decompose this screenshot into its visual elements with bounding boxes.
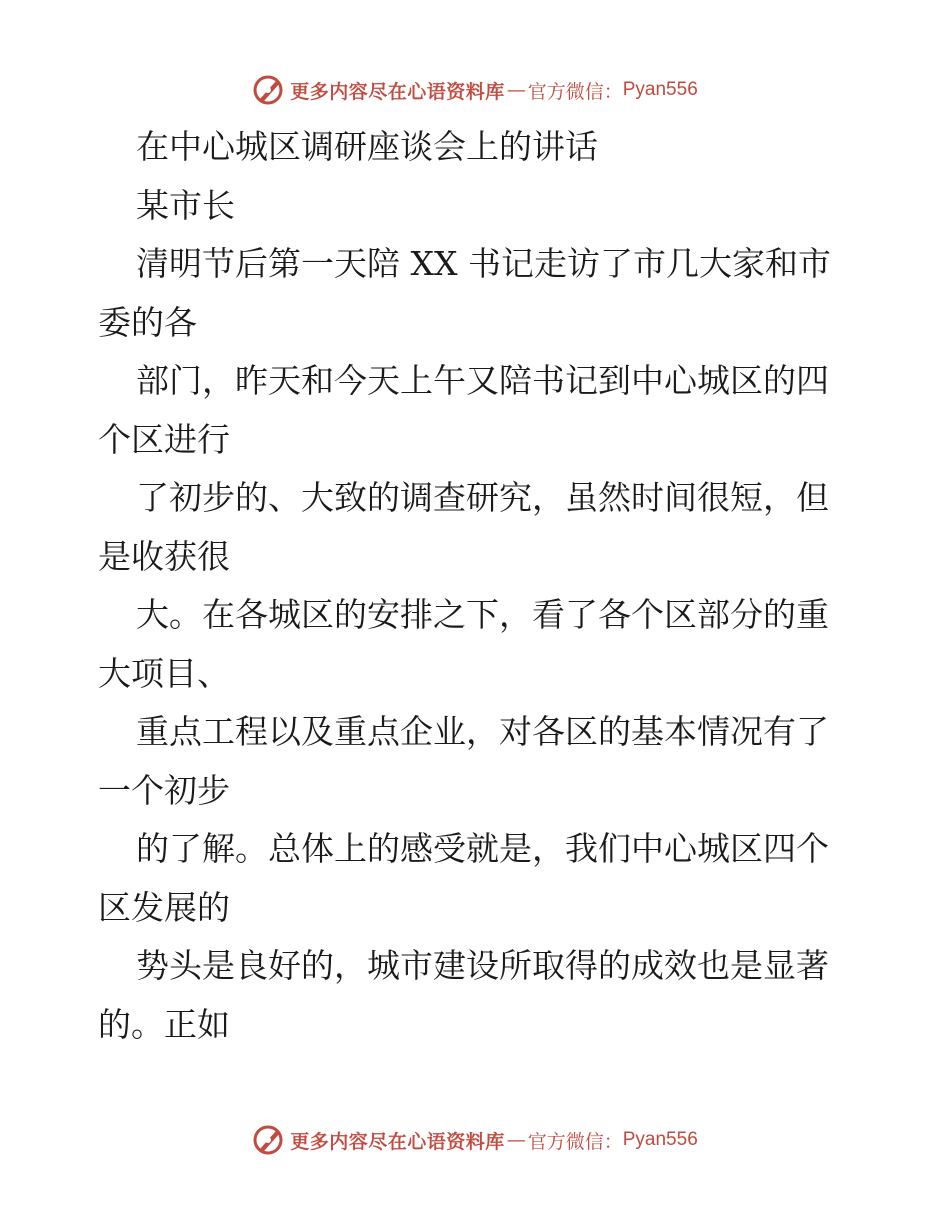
text-line: 部门，昨天和今天上午又陪书记到中心城区的四 [136,361,829,400]
document-body [98,118,858,1054]
document-title: 在中心城区调研座谈会上的讲话 [136,127,598,166]
pen-logo-icon [252,1123,286,1157]
footer-site-text: 更多内容尽在心语资料库 [290,1130,505,1153]
footer-dash: — [506,1129,526,1151]
text-line: 的。正如 [98,1004,230,1044]
header-wechat-label: 官方微信： [527,80,623,103]
text-line: 了初步的、大致的调查研究，虽然时间很短，但 [136,478,829,517]
footer-wechat-label: 官方微信： [527,1130,623,1153]
text-line: 是收获很 [98,536,230,576]
text-line: 势头是良好的，城市建设所取得的成效也是显著 [136,946,829,985]
footer-account: Pyan556 [622,1129,698,1150]
header-dash: — [506,79,526,101]
text-line: 大项目、 [98,653,230,693]
text-line: 大。在各城区的安排之下，看了各个区部分的重 [136,595,829,634]
text-line: 的了解。总体上的感受就是，我们中心城区四个 [136,829,829,868]
footer-banner [0,1120,950,1160]
text-line: 重点工程以及重点企业，对各区的基本情况有了 [136,712,829,751]
pen-logo-icon [252,73,286,107]
text-line: 委的各 [98,302,197,342]
header-banner [0,70,950,110]
text-line: 清明节后第一天陪 XX 书记走访了市几大家和市 [136,244,831,283]
text-line: 个区进行 [98,419,230,459]
text-line: 区发展的 [98,887,230,927]
header-site-text: 更多内容尽在心语资料库 [290,80,505,103]
header-account: Pyan556 [622,79,698,100]
text-line: 一个初步 [98,770,230,810]
document-author: 某市长 [136,185,235,225]
